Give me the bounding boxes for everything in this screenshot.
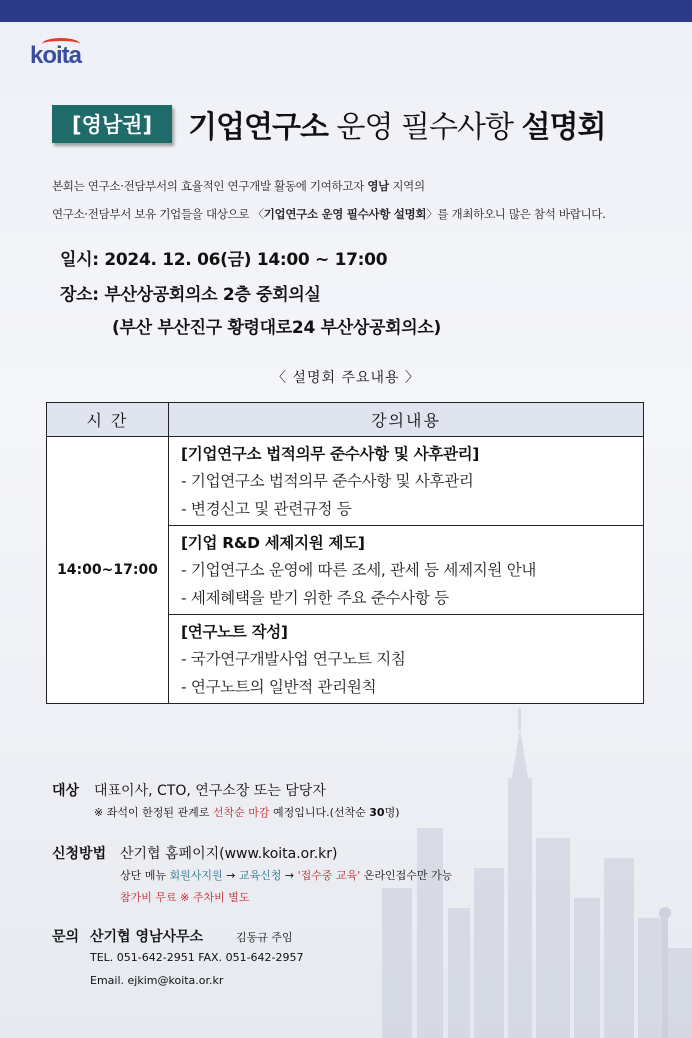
contact-tel: TEL. 051-642-2951 FAX. 051-642-2957 [90, 951, 304, 964]
apply-menu-path [120, 867, 452, 883]
region-badge: [영남권] [52, 105, 172, 143]
intro-text: 본회는 연구소·전담부서의 효율적인 연구개발 활동에 기여하고자 [52, 179, 368, 193]
lecture-item: - 세제혜택을 받기 위한 주요 준수사항 등 [181, 589, 449, 607]
lecture-heading: [기업연구소 법적의무 준수사항 및 사후관리] [181, 445, 480, 463]
target-note [94, 804, 400, 820]
intro-text: 연구소·전담부서 보유 기업들을 대상으로 〈 [52, 207, 264, 221]
note-text: ※ 좌석이 한정된 관계로 [94, 806, 213, 819]
content-cell [169, 615, 644, 704]
page-title [52, 102, 605, 146]
contact-email [90, 974, 223, 987]
email-label: Email. [90, 974, 128, 987]
content-cell [169, 437, 644, 526]
event-date: 일시: 2024. 12. 06(금) 14:00 ~ 17:00 [60, 250, 388, 270]
title-bold-1: 기업연구소 [188, 110, 328, 145]
lecture-heading: [연구노트 작성] [181, 623, 288, 641]
contact-person: 김동규 주임 [236, 931, 293, 944]
arrow-icon: → [222, 869, 239, 882]
apply-value: 산기협 홈페이지(www.koita.or.kr) [120, 846, 338, 862]
menu-text: 상단 메뉴 [120, 869, 170, 882]
fee-note: 참가비 무료 ※ 주차비 별도 [120, 891, 250, 904]
lecture-item: - 국가연구개발사업 연구노트 지침 [181, 650, 406, 668]
title-bold-2: 설명회 [521, 110, 606, 145]
note-highlight: 선착순 마감 [212, 806, 270, 819]
menu-text: 온라인접수만 가능 [360, 869, 453, 882]
contact-office: 산기협 영남사무소 [90, 929, 204, 945]
intro-event-name: 기업연구소 운영 필수사항 설명회 [263, 207, 427, 221]
menu-item-open: '접수중 교육' [297, 869, 361, 882]
intro-region: 영남 [367, 179, 389, 193]
lecture-item: - 연구노트의 일반적 관리원칙 [181, 678, 377, 696]
title-text [188, 102, 605, 146]
col-time-header: 시 간 [47, 403, 169, 437]
menu-item-member: 회원사지원 [169, 869, 223, 882]
email-value: ejkim@koita.or.kr [127, 974, 224, 987]
intro-text: 지역의 [388, 179, 425, 193]
lecture-item: - 기업연구소 법적의무 준수사항 및 사후관리 [181, 472, 474, 490]
note-text: 예정입니다.(선착순 [269, 806, 370, 819]
lecture-item: - 기업연구소 운영에 따른 조세, 관세 등 세제지원 안내 [181, 561, 537, 579]
content-cell [169, 526, 644, 615]
intro-paragraph [52, 172, 662, 228]
menu-item-education: 교육신청 [238, 869, 282, 882]
lecture-block [169, 437, 643, 525]
lecture-heading: [기업 R&D 세제지원 제도] [181, 534, 365, 552]
arrow-icon: → [281, 869, 298, 882]
note-count: 30 [369, 806, 385, 819]
intro-line-1 [52, 172, 662, 200]
event-address: (부산 부산진구 황령대로24 부산상공회의소) [112, 318, 441, 338]
lecture-item: - 변경신고 및 관련규정 등 [181, 500, 352, 518]
schedule-section-title: 〈 설명회 주요내용 〉 [271, 370, 421, 386]
koita-logo [30, 38, 90, 70]
col-content-header: 강의내용 [169, 403, 644, 437]
table-row [47, 437, 644, 526]
event-place: 장소: 부산상공회의소 2층 중회의실 [60, 285, 321, 305]
logo-text: koita [30, 42, 82, 69]
top-bar [0, 0, 692, 22]
apply-label: 신청방법 [52, 846, 107, 862]
target-value: 대표이사, CTO, 연구소장 또는 담당자 [94, 783, 326, 799]
lecture-block [169, 615, 643, 703]
note-text: 명) [384, 806, 400, 819]
lecture-block [169, 526, 643, 614]
contact-label: 문의 [52, 929, 80, 945]
intro-text: 〉를 개최하오니 많은 참석 바랍니다. [426, 207, 606, 221]
time-cell: 14:00~17:00 [47, 437, 169, 704]
table-header-row [47, 403, 644, 437]
target-label: 대상 [52, 783, 80, 799]
title-normal: 운영 필수사항 [336, 110, 513, 145]
schedule-table [46, 402, 644, 704]
intro-line-2 [52, 200, 662, 228]
